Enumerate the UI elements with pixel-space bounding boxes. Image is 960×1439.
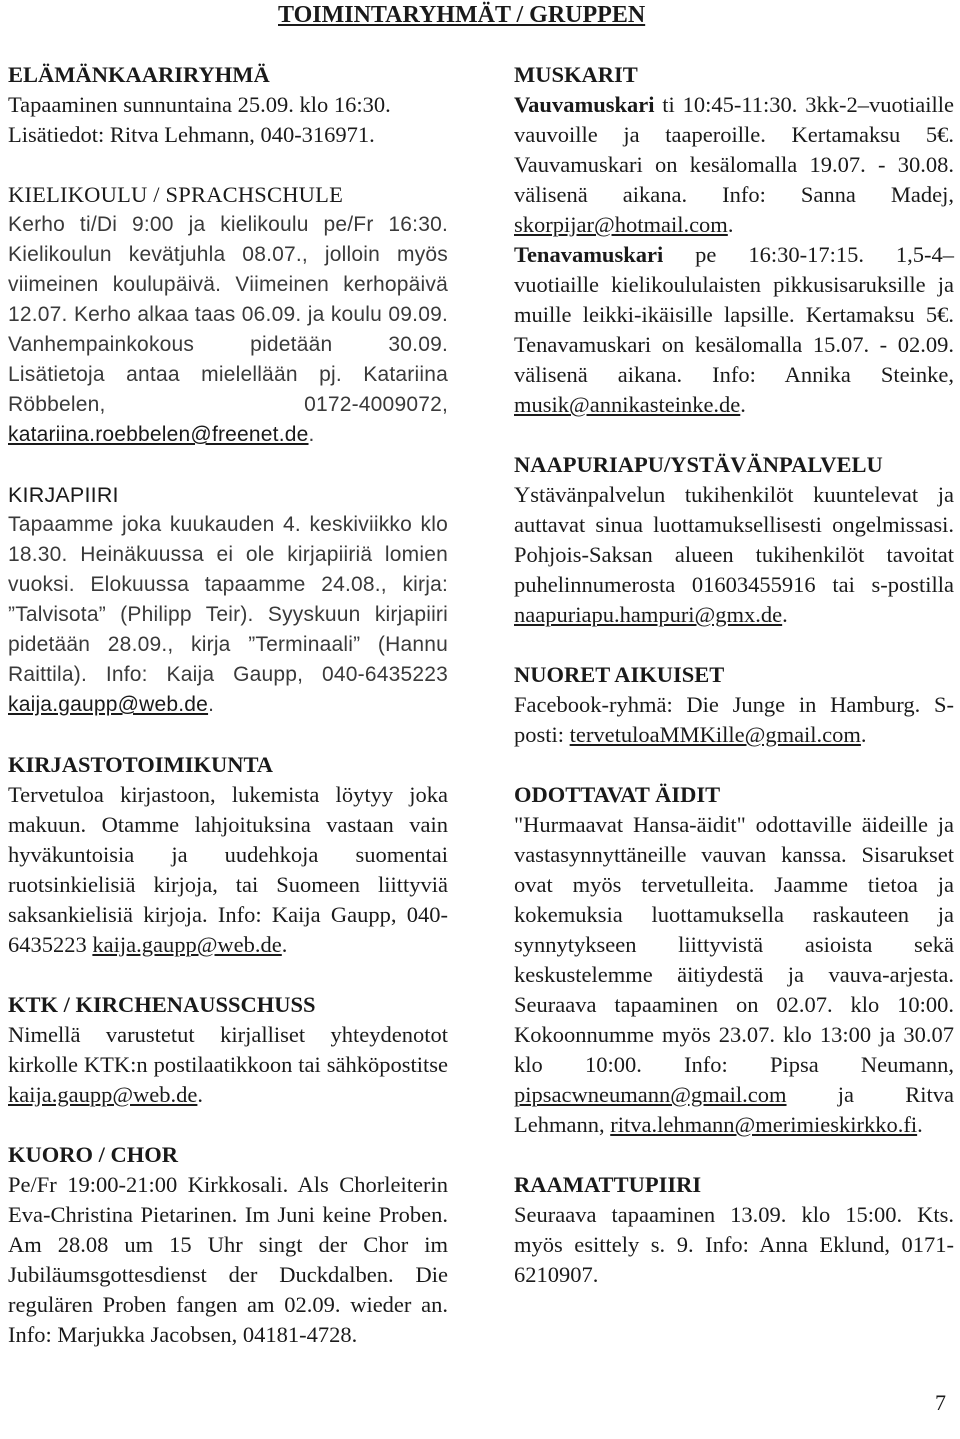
body-text: Ystävänpalvelun tukihenkilöt kuuntelevat ja auttavat sinua luottamuksellisesti ongelmissasi. Pohjois-Saksan alueen tukihenkilöt tavoitat puhelinnumerosta 01603455916 tai s-postilla	[514, 482, 954, 597]
section-line: Lisätiedot: Ritva Lehmann, 040-316971.	[8, 122, 375, 147]
email-link[interactable]: skorpijar@hotmail.com	[514, 212, 728, 237]
email-link[interactable]: musik@annikasteinke.de	[514, 392, 741, 417]
vauvamuskari-label: Vauvamuskari	[514, 92, 655, 117]
section-title: ELÄMÄNKAARIRYHMÄ	[8, 62, 270, 87]
body-text: Tervetuloa kirjastoon, lukemista löytyy joka makuun. Otamme lahjoituksina vastaan vain hyväkuntoisia ja uudehkoja suomentai ruotsinkielisiä kirjoja, tai Suomeen liittyviä saksankielisiä kirjoja. Info: Kaija Gaupp, 040-6435223	[8, 782, 448, 957]
tenavamuskari-label: Tenavamuskari	[514, 242, 664, 267]
punctuation: .	[197, 1082, 204, 1107]
section-title: KUORO / CHOR	[8, 1142, 179, 1167]
body-text: Facebook-ryhmä: Die Junge in Hamburg. S-posti:	[514, 692, 954, 747]
section-title: MUSKARIT	[514, 62, 638, 87]
page-title: TOIMINTARYHMÄT / GRUPPEN	[278, 2, 646, 28]
body-text: Nimellä varustetut kirjalliset yhteydenotot kirkolle KTK:n postilaatikkoon tai sähköpostitse	[8, 1022, 448, 1077]
page-number: 7	[935, 1390, 946, 1415]
punctuation: .	[917, 1112, 923, 1137]
body-text: Tapaamme joka kuukauden 4. keskiviikko klo 18.30. Heinäkuussa ei ole kirjapiiriä lomien vuoksi. Elokuussa tapaamme 24.08., kirja: ”Talvisota” (Philipp Teir). Syyskuun kirjapiiri pidetään 28.09., kirja ”Terminaali” (Hannu Raittila). Info: Kaija Gaupp, 040-6435223	[8, 513, 448, 686]
email-link[interactable]: katariina.roebbelen@freenet.de	[8, 423, 309, 446]
section-kirjapiiri	[8, 480, 448, 720]
body-text: Kerho ti/Di 9:00 ja kielikoulu pe/Fr 16:30. Kielikoulun kevätjuhla 08.07., jolloin myös viimeinen koulupäivä. Viimeinen kerhopäivä 12.07. Kerho alkaa taas 06.09. ja koulu 09.09. Vanhempainkokous pidetään 30.09. Lisätietoja antaa mielellään pj. Katariina Röbbelen, 0172-4009072,	[8, 213, 448, 416]
section-muskarit	[514, 60, 954, 420]
punctuation: .	[860, 722, 867, 747]
email-link[interactable]: naapuriapu.hampuri@gmx.de	[514, 602, 783, 627]
punctuation: .	[740, 392, 746, 417]
punctuation: .	[727, 212, 734, 237]
section-naapuriapu	[514, 450, 954, 630]
body-text: ja Ritva Lehmann,	[514, 1082, 954, 1137]
section-nuoret-aikuiset	[514, 660, 954, 750]
punctuation: .	[208, 693, 215, 716]
left-column	[8, 60, 448, 1380]
body-text: ti 10:45-11:30. 3kk-2–vuotiaille vauvoille ja taaperoille. Kertamaksu 5€. Vauvamuskari on kesälomalla 19.07. - 30.08. välisenä aikana. Info: Sanna Madej,	[514, 92, 954, 207]
section-line: Tapaaminen sunnuntaina 25.09. klo 16:30.	[8, 92, 391, 117]
section-title: NUORET AIKUISET	[514, 662, 725, 687]
section-title: RAAMATTUPIIRI	[514, 1172, 702, 1197]
email-link[interactable]: kaija.gaupp@web.de	[8, 1082, 198, 1107]
section-body	[8, 1020, 448, 1110]
email-link[interactable]: kaija.gaupp@web.de	[92, 932, 282, 957]
section-kielikoulu	[8, 180, 448, 450]
section-body	[514, 480, 954, 630]
section-raamattupiiri	[514, 1170, 954, 1290]
email-link[interactable]: ritva.lehmann@merimieskirkko.fi	[610, 1112, 918, 1137]
punctuation: .	[308, 423, 315, 446]
email-link[interactable]: kaija.gaupp@web.de	[8, 693, 209, 716]
section-body	[514, 90, 954, 420]
punctuation: .	[782, 602, 788, 627]
section-title: ODOTTAVAT ÄIDIT	[514, 782, 721, 807]
right-column	[514, 60, 954, 1320]
body-text: "Hurmaavat Hansa-äidit" odottaville äideille ja vastasynnyttäneille vauvan kanssa. Sisarukset ovat myös tervetulleita. Jaamme tietoa ja kokemuksia luottamuksella raskauteen ja synnytykseen liittyvistä asioista sekä keskustelemme äitiydestä ja vauva-arjesta. Seuraava tapaaminen on 02.07. klo 10:00. Kokoonnumme myös 23.07. klo 13:00 ja 30.07 klo 10:00. Info: Pipsa Neumann,	[514, 812, 954, 1077]
section-body	[8, 210, 448, 450]
body-text: pe 16:30-17:15. 1,5-4–vuotiaille kielikoululaisten pikkusisaruksille ja muille leikki-ikäisille lapsille. Kertamaksu 5€. Tenavamuskari on kesälomalla 15.07. - 02.09. välisenä aikana. Info: Annika Steinke,	[514, 242, 954, 387]
section-body: Seuraava tapaaminen 13.09. klo 15:00. Kts. myös esittely s. 9. Info: Anna Eklund, 0171-6210907.	[514, 1202, 954, 1287]
section-body: Pe/Fr 19:00-21:00 Kirkkosali. Als Chorleiterin Eva-Christina Pietarinen. Im Juni keine Proben. Am 28.08 um 15 Uhr singt der Chor im Jubiläumsgottesdienst der Duckdalben. Die regulären Proben fangen am 02.09. wieder an. Info: Marjukka Jacobsen, 04181-4728.	[8, 1172, 448, 1347]
section-odottavat-aidit	[514, 780, 954, 1140]
punctuation: .	[281, 932, 288, 957]
section-kuoro	[8, 1140, 448, 1350]
section-title: KIELIKOULU / SPRACHSCHULE	[8, 182, 344, 207]
section-body	[8, 780, 448, 960]
section-title: KIRJAPIIRI	[8, 483, 119, 507]
section-title: KTK / KIRCHENAUSSCHUSS	[8, 992, 316, 1017]
section-title: KIRJASTOTOIMIKUNTA	[8, 752, 274, 777]
section-kirjastotoimikunta	[8, 750, 448, 960]
section-body	[8, 510, 448, 720]
section-ktk	[8, 990, 448, 1110]
email-link[interactable]: pipsacwneumann@gmail.com	[514, 1082, 787, 1107]
section-body	[514, 810, 954, 1140]
email-link[interactable]: tervetuloaMMKille@gmail.com	[569, 722, 861, 747]
section-elamankaariryhma	[8, 60, 448, 150]
section-title: NAAPURIAPU/YSTÄVÄNPALVELU	[514, 452, 883, 477]
section-body	[514, 690, 954, 750]
